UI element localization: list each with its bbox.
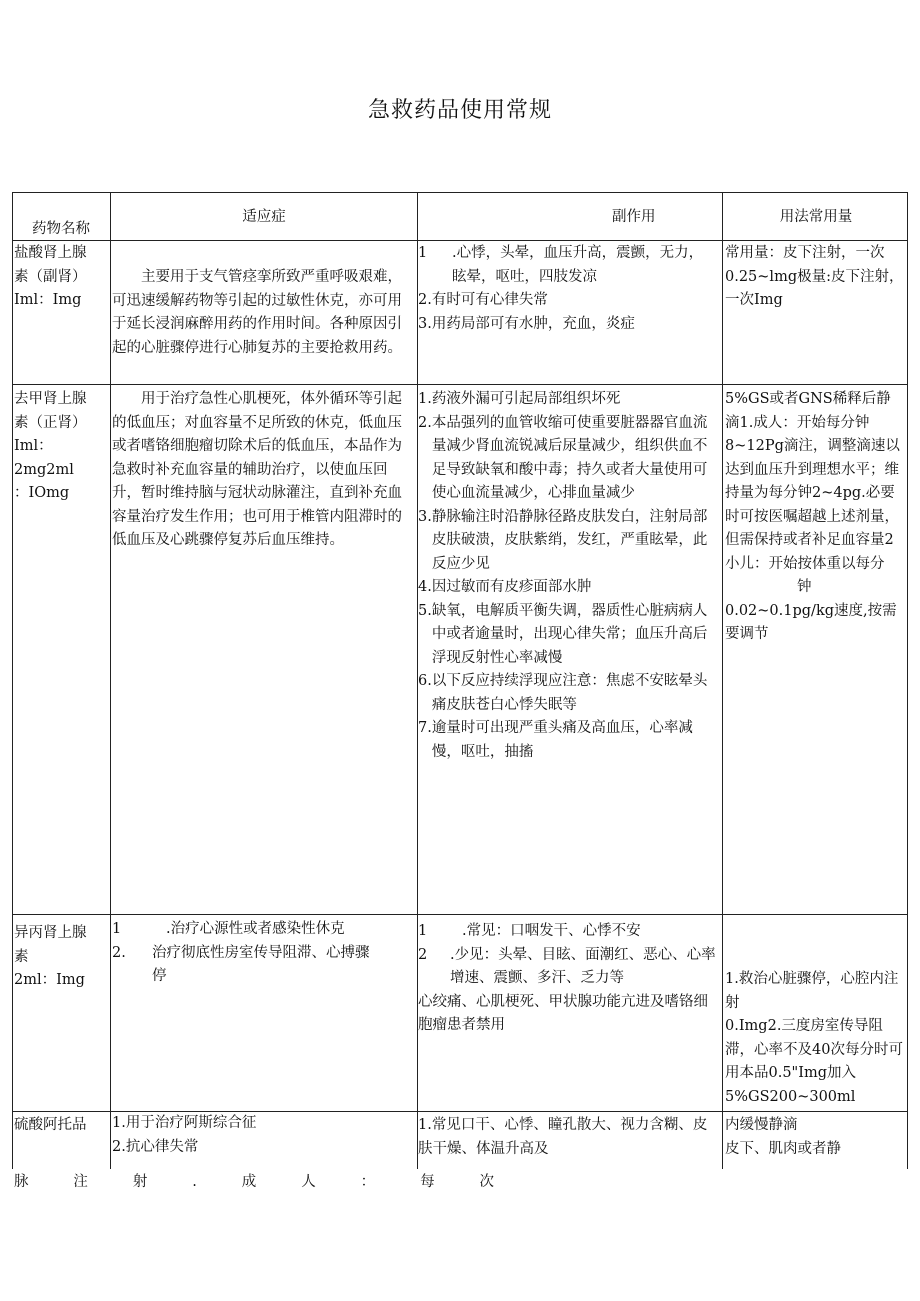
- drug-name-line: Iml：Img: [14, 292, 82, 308]
- usage-text: 1.救治心脏骤停，心腔内注射: [725, 971, 899, 1011]
- page-title: 急救药品使用常规: [367, 98, 552, 123]
- item-number: 1: [112, 921, 122, 937]
- item-number: 1: [418, 923, 428, 939]
- item-number: 7.: [418, 720, 432, 736]
- usage-norepinephrine: [725, 388, 907, 647]
- indication-item: [112, 942, 412, 989]
- side-effect-item: [418, 242, 717, 289]
- item-text: .少见：头晕、目眩、面潮红、恶心、心率增速、震颤、多汗、乏力等: [450, 946, 716, 986]
- side-effect-item: [418, 412, 717, 506]
- item-number: 5.: [418, 602, 432, 619]
- item-text: 本品强列的血管收缩可使重要脏器器官血流量减少肾血流锐减后尿量减少，组织供血不足导致缺氧和酸中毒；持久或者大量使用可使心血流量减少，心排血量减少: [431, 414, 708, 501]
- footer-char: 射: [132, 1174, 148, 1190]
- side-effects-epinephrine: [418, 242, 721, 336]
- usage-isoprenaline: [725, 968, 907, 1109]
- item-text: .心悸，头晕，血压升高，震颤，无力，眩晕，呕吐，四肢发凉: [452, 245, 704, 285]
- item-number: 3.: [418, 508, 432, 525]
- drug-name-line: 硫酸阿托品: [14, 1117, 87, 1133]
- item-number: 2.: [418, 414, 432, 431]
- drug-name-atropine: [14, 1114, 110, 1138]
- drug-name-isoprenaline: [14, 922, 110, 993]
- side-effect-item: [418, 600, 717, 671]
- footer-char: .: [192, 1174, 197, 1190]
- page-footer-text: [14, 1171, 494, 1194]
- side-effect-item: [418, 717, 717, 764]
- footer-char: 每: [420, 1174, 435, 1190]
- item-text: 治疗彻底性房室传导阻滞、心搏骤停: [152, 944, 370, 984]
- usage-text: 5%GS或者GNS稀释后静滴1.成人：开始每分钟8~12Pg滴注，调整滴速以达到血压升到理想水平；维持量为每分钟2~4pg.必要时可按医嘱超越上述剂量，但需保持或者补足血容量2小儿：开始按体重以每分: [725, 391, 900, 572]
- drug-name-line: 2ml：Img: [14, 972, 85, 988]
- drug-name-line: 去甲肾上腺: [14, 391, 87, 407]
- indication-norepinephrine: [112, 388, 416, 553]
- indication-isoprenaline: [112, 918, 416, 989]
- item-text: 用于治疗阿斯综合征: [125, 1115, 257, 1131]
- row-divider-2: [12, 914, 908, 915]
- item-text: .治疗心源性或者感染性休克: [166, 921, 345, 937]
- usage-text: 0.02~0.1pg/kg速度,按需要调节: [725, 602, 897, 642]
- side-effect-item: [418, 576, 717, 600]
- drug-name-epinephrine: [14, 242, 110, 313]
- drug-name-line: 盐酸肾上腺: [14, 245, 87, 261]
- footer-char: 次: [479, 1174, 494, 1190]
- item-text: 药液外漏可引起局部组织坏死: [431, 391, 621, 407]
- usage-atropine: [725, 1114, 907, 1161]
- item-text: 用药局部可有水肿，充血，炎症: [431, 315, 635, 332]
- item-number: 6.: [418, 673, 432, 689]
- side-effect-item: [418, 920, 717, 944]
- indication-text: 主要用于支气管痉挛所致严重呼吸艰难，可迅速缓解药物等引起的过敏性休克，亦可用于延长浸润麻醉用药的作用时间。各种原因引起的心脏骤停进行心肺复苏的主要抢救用药。: [112, 269, 402, 356]
- usage-text: 0.Img2.三度房室传导阻滞，心率不及40次每分时可用本品0.5"Img加入5%GS200~300ml: [725, 1018, 903, 1105]
- drug-name-line: 素: [14, 948, 29, 965]
- item-number: 4.: [418, 579, 432, 595]
- item-text: 缺氧，电解质平衡失调，器质性心脏病病人中或者逾量时，出现心律失常；血压升高后浮现反射性心率减慢: [431, 602, 708, 666]
- indication-epinephrine: [112, 266, 416, 360]
- footer-char: 成: [241, 1174, 257, 1190]
- side-effect-item: [418, 670, 717, 717]
- indication-item: [112, 1136, 412, 1160]
- drug-name-line: ：IOmg: [14, 485, 70, 501]
- item-number: 2: [418, 946, 428, 963]
- usage-text: 钟: [797, 579, 812, 595]
- side-effect-item: [418, 944, 717, 991]
- usage-epinephrine: [725, 242, 907, 313]
- item-number: 2.: [112, 1138, 126, 1155]
- row-divider-1: [12, 384, 908, 385]
- indication-atropine: [112, 1112, 416, 1159]
- indication-item: [112, 1112, 412, 1136]
- contraindication-text: 心绞痛、心肌梗死、甲状腺功能亢进及嗜铬细胞瘤患者禁用: [418, 993, 708, 1033]
- table-border-top: [12, 192, 908, 193]
- header-side-effects: 副作用: [612, 209, 656, 225]
- side-effects-norepinephrine: [418, 388, 721, 764]
- footer-char: 人: [301, 1174, 316, 1190]
- item-text: 逾量时可出现严重头痛及高血压，心率减慢，呕吐，抽搐: [431, 720, 693, 760]
- item-text: 有时可有心律失常: [431, 292, 548, 308]
- indication-item: [112, 918, 412, 942]
- item-number: 3.: [418, 315, 432, 332]
- side-effect-item: [418, 506, 717, 577]
- item-text: 因过敏而有皮疹面部水肿: [431, 579, 592, 595]
- footer-char: ：: [360, 1174, 376, 1190]
- header-divider: [12, 240, 908, 241]
- item-number: 1.: [418, 391, 432, 407]
- col-line-left: [12, 192, 13, 1169]
- item-text: 静脉输注时沿静脉径路皮肤发白，注射局部皮肤破溃，皮肤紫绡，发红，严重眩晕，此反应少见: [431, 508, 708, 572]
- side-effects-atropine: [418, 1114, 721, 1161]
- drug-name-line: Iml：2mg2ml: [14, 438, 74, 478]
- footer-char: 注: [73, 1174, 88, 1190]
- drug-name-line: 素（副肾）: [14, 268, 87, 285]
- col-line-1: [110, 192, 111, 1169]
- indication-text: 用于治疗急性心肌梗死，体外循环等引起的低血压；对血容量不足所致的休克，低血压或者嗜铬细胞瘤切除术后的低血压，本品作为急救时补充血容量的辅助治疗，以使血压回升，暂时维持脑与冠状动脉灌注，直到补充血容量治疗发生作用；也可用于椎管内阻滞时的低血压及心跳骤停复苏后血压维持。: [112, 391, 402, 548]
- side-effect-item: [418, 313, 717, 337]
- item-number: 1.: [112, 1115, 126, 1131]
- usage-text: 内缓慢静滴: [725, 1117, 798, 1133]
- side-effect-text: 1.常见口干、心悸、瞳孔散大、视力含糊、皮肤干燥、体温升高及: [418, 1117, 708, 1157]
- item-text: 以下反应持续浮现应注意：焦虑不安眩晕头痛皮肤苍白心悸失眠等: [431, 673, 708, 713]
- col-line-right: [907, 192, 908, 1169]
- side-effect-item: [418, 289, 717, 313]
- col-line-3: [722, 192, 723, 1169]
- item-text: 抗心律失常: [125, 1138, 199, 1155]
- usage-text: 常用量：皮下注射，一次0.25~lmg极量:皮下注射，一次Img: [725, 245, 904, 308]
- side-effect-item: [418, 388, 717, 412]
- header-usage: 用法常用量: [779, 209, 853, 225]
- item-number: 1: [418, 245, 428, 261]
- drug-name-line: 异丙肾上腺: [14, 925, 87, 941]
- item-number: 2.: [112, 944, 126, 961]
- side-effects-isoprenaline: [418, 920, 721, 1038]
- header-drug-name: 药物名称: [32, 221, 90, 237]
- item-number: 2.: [418, 292, 432, 308]
- footer-char: 脉: [14, 1174, 29, 1190]
- drug-name-line: 素（正肾）: [14, 414, 87, 431]
- drug-name-norepinephrine: [14, 388, 110, 506]
- usage-text: 皮下、肌肉或者静: [725, 1140, 841, 1157]
- header-indication: 适应症: [242, 209, 286, 225]
- item-text: .常见：口咽发干、心悸不安: [462, 923, 641, 939]
